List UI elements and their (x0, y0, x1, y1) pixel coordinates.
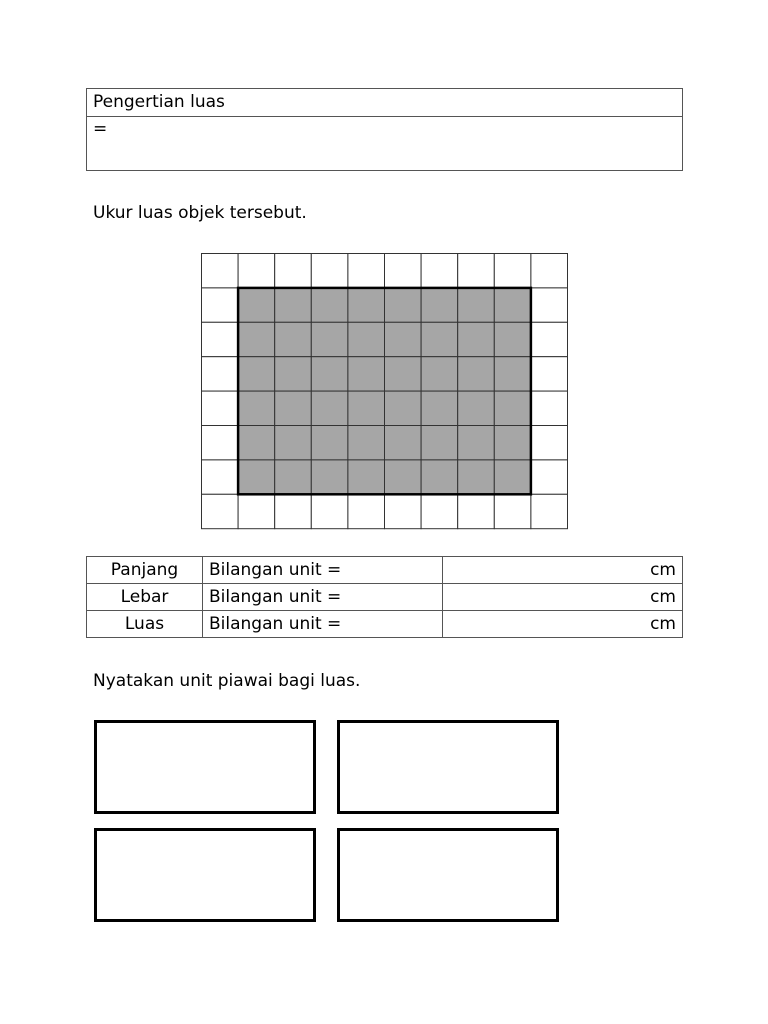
grid-cell (458, 254, 495, 288)
grid-cell-shaded (458, 357, 495, 391)
grid-cell-shaded (348, 460, 385, 494)
grid-cell (421, 254, 458, 288)
grid-cell-shaded (275, 426, 312, 460)
instruction-standard-unit: Nyatakan unit piawai bagi luas. (93, 671, 361, 691)
grid-cell-shaded (385, 322, 422, 356)
answer-box-3[interactable] (94, 828, 316, 922)
grid-cell-shaded (238, 460, 275, 494)
grid-cell-shaded (275, 357, 312, 391)
grid-cell (202, 254, 239, 288)
grid-cell (531, 322, 568, 356)
grid-cell (348, 494, 385, 528)
grid-cell-shaded (238, 391, 275, 425)
grid-cell (494, 494, 531, 528)
grid-cell-shaded (458, 391, 495, 425)
grid-cell-shaded (348, 426, 385, 460)
grid-cell-shaded (494, 357, 531, 391)
grid-cell-shaded (348, 322, 385, 356)
grid-cell-shaded (458, 322, 495, 356)
row-units-text: Bilangan unit = (203, 611, 443, 638)
grid-cell-shaded (458, 460, 495, 494)
grid-cell-shaded (494, 460, 531, 494)
grid-cell (531, 391, 568, 425)
grid-cell (531, 357, 568, 391)
answer-box-4[interactable] (337, 828, 559, 922)
grid-cell (458, 494, 495, 528)
grid-cell-shaded (385, 426, 422, 460)
measurement-table (86, 556, 683, 638)
row-units-text: Bilangan unit = (203, 584, 443, 611)
grid-cell-shaded (311, 460, 348, 494)
grid-cell-shaded (275, 391, 312, 425)
grid-cell-shaded (494, 426, 531, 460)
grid-cell (311, 494, 348, 528)
grid-cell (531, 288, 568, 322)
grid-cell-shaded (311, 357, 348, 391)
table-row (87, 584, 683, 611)
row-label-lebar: Lebar (87, 584, 203, 611)
answer-box-1[interactable] (94, 720, 316, 814)
grid-cell-shaded (385, 357, 422, 391)
instruction-measure-area: Ukur luas objek tersebut. (93, 203, 307, 223)
grid-cell-shaded (311, 288, 348, 322)
row-label-luas: Luas (87, 611, 203, 638)
grid-cell (238, 254, 275, 288)
grid-cell-shaded (421, 460, 458, 494)
grid-cell-shaded (348, 288, 385, 322)
grid-cell-shaded (311, 322, 348, 356)
grid-cell-shaded (385, 391, 422, 425)
grid-cell-shaded (421, 357, 458, 391)
grid-cell-shaded (494, 322, 531, 356)
grid-cell (311, 254, 348, 288)
grid-cell (238, 494, 275, 528)
grid-cell (202, 391, 239, 425)
grid-cell-shaded (275, 460, 312, 494)
grid-cell-shaded (311, 426, 348, 460)
grid-cell (421, 494, 458, 528)
grid-cell (202, 494, 239, 528)
definition-box (86, 88, 683, 171)
grid-cell-shaded (238, 426, 275, 460)
grid-cell-shaded (238, 357, 275, 391)
grid-cell (202, 426, 239, 460)
grid-cell (202, 357, 239, 391)
grid-cell-shaded (385, 460, 422, 494)
table-row (87, 557, 683, 584)
grid-cell-shaded (275, 322, 312, 356)
grid-cell-shaded (494, 288, 531, 322)
grid-cell (275, 494, 312, 528)
row-units-text: Bilangan unit = (203, 557, 443, 584)
panjang-answer-cell[interactable]: cm (443, 557, 683, 584)
grid-cell-shaded (421, 391, 458, 425)
grid-cell-shaded (348, 391, 385, 425)
grid-cell (531, 254, 568, 288)
luas-answer-cell[interactable]: cm (443, 611, 683, 638)
grid-cell (202, 322, 239, 356)
grid-cell-shaded (275, 288, 312, 322)
grid-cell (202, 288, 239, 322)
grid-cell-shaded (421, 288, 458, 322)
row-label-panjang: Panjang (87, 557, 203, 584)
grid-cell-shaded (421, 426, 458, 460)
grid-cell-shaded (458, 426, 495, 460)
grid-cell-shaded (385, 288, 422, 322)
grid-cell (531, 426, 568, 460)
area-grid (200, 252, 570, 530)
grid-cell (202, 460, 239, 494)
grid-cell (531, 494, 568, 528)
grid-cell (494, 254, 531, 288)
grid-cell-shaded (421, 322, 458, 356)
grid-cell-shaded (311, 391, 348, 425)
grid-cell-shaded (238, 322, 275, 356)
definition-title: Pengertian luas (87, 89, 682, 117)
answer-box-2[interactable] (337, 720, 559, 814)
table-row (87, 611, 683, 638)
definition-answer-field[interactable]: = (93, 119, 108, 139)
grid-cell-shaded (494, 391, 531, 425)
grid-cell-shaded (348, 357, 385, 391)
grid-cell (348, 254, 385, 288)
grid-cell (385, 254, 422, 288)
grid-cell (531, 460, 568, 494)
grid-cell-shaded (458, 288, 495, 322)
grid-cell (275, 254, 312, 288)
lebar-answer-cell[interactable]: cm (443, 584, 683, 611)
grid-cell (385, 494, 422, 528)
grid-cell-shaded (238, 288, 275, 322)
